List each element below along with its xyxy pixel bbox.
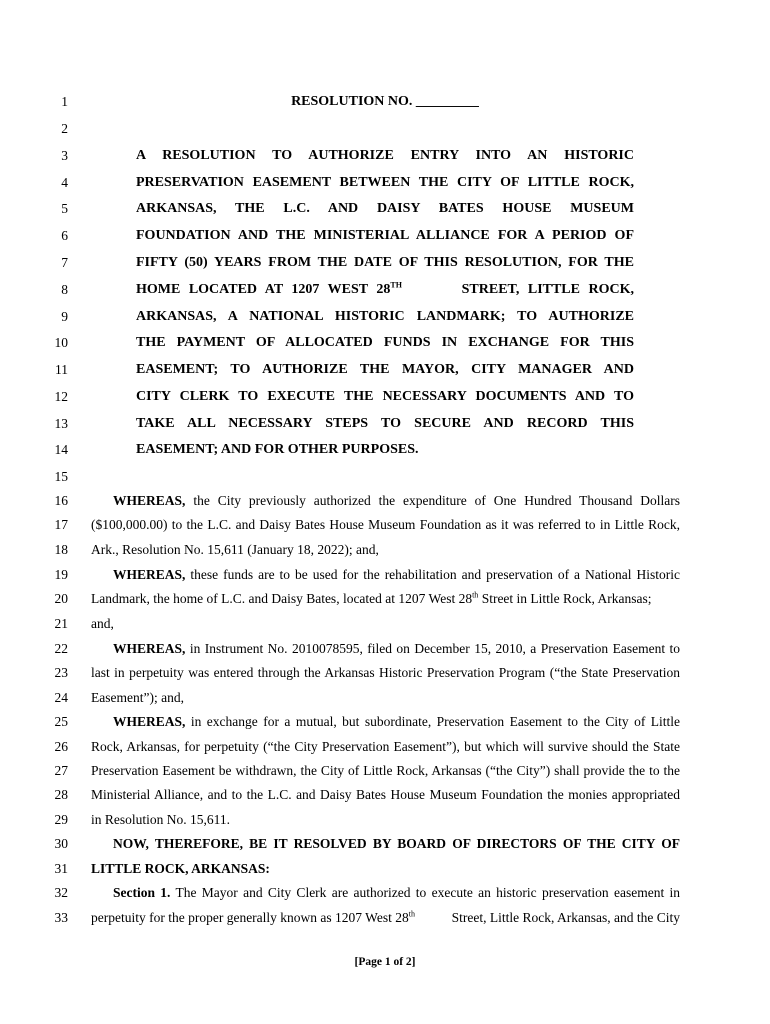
caption-line: PRESERVATION EASEMENT BETWEEN THE CITY OF LITTLE ROCK, [136,175,634,190]
caption-superscript: TH [390,280,402,290]
line-number: 14 [54,442,68,457]
body-line: and, [91,616,114,631]
line-number: 24 [54,690,68,705]
caption-line [136,282,634,298]
line-number: 18 [54,542,68,557]
caption-line: ARKANSAS, THE L.C. AND DAISY BATES HOUSE MUSEUM [136,201,634,216]
caption-text: STREET, LITTLE ROCK, [461,282,634,297]
line-number: 4 [61,175,68,190]
line-number: 19 [54,567,68,582]
whereas-label: WHEREAS, [113,641,186,656]
line-number: 2 [61,121,68,136]
line-number: 5 [61,201,68,216]
body-line: ($100,000.00) to the L.C. and Daisy Bates House Museum Foundation as it was referred to in Little Rock, [91,517,680,532]
resolution-title [0,94,770,110]
line-number: 33 [54,910,68,925]
line-number: 16 [54,493,68,508]
caption-line: FIFTY (50) YEARS FROM THE DATE OF THIS RESOLUTION, FOR THE [136,255,634,270]
section-1-line: Section 1. The Mayor and City Clerk are authorized to execute an historic preservation easement in [113,885,680,900]
line-number: 20 [54,591,68,606]
body-line: Landmark, the home of L.C. and Daisy Bates, located at 1207 West 28th Street in Little Rock, Arkansas; [91,590,652,606]
body-line: in Resolution No. 15,611. [91,812,231,827]
resolution-number-blank: _________ [415,94,479,109]
line-number: 7 [61,255,68,270]
caption-text: HOME LOCATED AT 1207 WEST 28 [136,282,391,297]
resolved-clause: NOW, THEREFORE, BE IT RESOLVED BY BOARD OF DIRECTORS OF THE CITY OF [113,836,680,851]
line-number: 3 [61,148,68,163]
line-number: 11 [55,362,68,377]
caption-line: A RESOLUTION TO AUTHORIZE ENTRY INTO AN HISTORIC [136,148,634,163]
line-number: 13 [54,416,68,431]
resolved-clause: LITTLE ROCK, ARKANSAS: [91,861,270,876]
line-number: 31 [54,861,68,876]
line-number: 28 [54,787,68,802]
caption-line: TAKE ALL NECESSARY STEPS TO SECURE AND RECORD THIS [136,416,634,431]
line-number: 8 [61,282,68,297]
body-line: WHEREAS, in exchange for a mutual, but subordinate, Preservation Easement to the City of Little [113,714,681,729]
body-line: Ministerial Alliance, and to the L.C. and Daisy Bates House Museum Foundation the monies appropriated [91,787,680,802]
whereas-label: WHEREAS, [113,567,186,582]
section-1-label: Section 1. [113,885,171,900]
line-number: 21 [54,616,68,631]
line-number: 1 [61,94,68,109]
caption-line: EASEMENT; AND FOR OTHER PURPOSES. [136,442,419,457]
page-footer: [Page 1 of 2] [354,956,416,968]
whereas-label: WHEREAS, [113,493,186,508]
line-number: 10 [54,335,68,350]
line-number: 12 [54,389,68,404]
whereas-label: WHEREAS, [113,714,186,729]
body-line: Preservation Easement be withdrawn, the City of Little Rock, Arkansas (“the City”) shall provide the to the [91,763,680,778]
caption-line: EASEMENT; TO AUTHORIZE THE MAYOR, CITY MANAGER AND [136,362,634,377]
body-line: WHEREAS, in Instrument No. 2010078595, filed on December 15, 2010, a Preservation Easement to [113,641,680,656]
caption-line: FOUNDATION AND THE MINISTERIAL ALLIANCE FOR A PERIOD OF [136,228,634,243]
line-number: 30 [54,836,68,851]
line-number: 15 [54,469,68,484]
resolution-title-prefix: RESOLUTION NO. [291,94,413,109]
line-number: 9 [61,309,68,324]
caption-line: THE PAYMENT OF ALLOCATED FUNDS IN EXCHANGE FOR THIS [136,335,634,350]
body-line: last in perpetuity was entered through the Arkansas Historic Preservation Program (“the State Preservation [91,665,680,680]
body-line: Easement”); and, [91,690,184,705]
line-number: 22 [54,641,68,656]
body-line: WHEREAS, these funds are to be used for the rehabilitation and preservation of a National Historic [113,567,680,582]
body-line: Ark., Resolution No. 15,611 (January 18, 2022); and, [91,542,379,557]
body-line: Rock, Arkansas, for perpetuity (“the City Preservation Easement”), but which will survive should the State [91,739,680,754]
line-number: 17 [54,517,68,532]
line-number: 27 [54,763,68,778]
body-line: WHEREAS, the City previously authorized the expenditure of One Hundred Thousand Dollars [113,493,680,508]
caption-line: CITY CLERK TO EXECUTE THE NECESSARY DOCUMENTS AND TO [136,389,634,404]
line-number: 29 [54,812,68,827]
line-number: 32 [54,885,68,900]
caption-line: ARKANSAS, A NATIONAL HISTORIC LANDMARK; TO AUTHORIZE [136,309,634,324]
line-number: 26 [54,739,68,754]
line-number: 23 [54,665,68,680]
section-1-line: perpetuity for the proper generally known as 1207 West 28th Street, Little Rock, Arkansas, and the City [91,909,680,925]
line-number: 6 [61,228,68,243]
line-number: 25 [54,714,68,729]
